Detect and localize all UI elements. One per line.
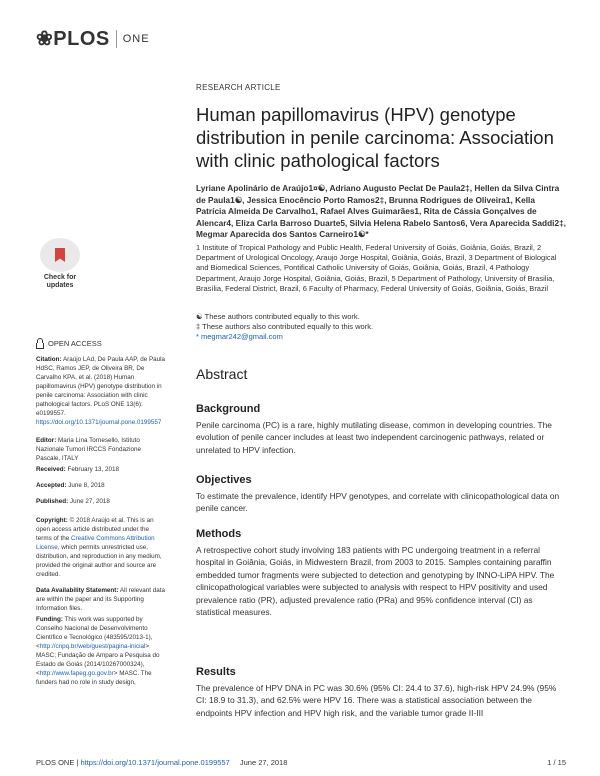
published-block: [36, 497, 166, 506]
check-for-updates-badge[interactable]: [36, 238, 84, 298]
contribution-notes: [196, 312, 566, 343]
badge-line-1: Check for: [43, 274, 77, 281]
editor-text: Maria Lina Tornesello, Istituto Nazionale Tumori IRCCS Fondazione Pascale, ITALY: [36, 437, 141, 462]
open-access-text: OPEN ACCESS: [48, 339, 102, 348]
editor-block: [36, 436, 166, 463]
background-text: Penile carcinoma (PC) is a rare, highly mutilating disease, common in developing countries. The evolution of penile cancer includes at least two independent carcinogenic pathways, related or unrelated to HPV infection.: [196, 420, 552, 455]
cc-license-link[interactable]: Creative Commons Attribution License: [36, 535, 155, 551]
author-list: Lyriane Apolinário de Araújo1¤☯, Adriano Augusto Peclat De Paula2‡, Hellen da Silva Cintra de Paula1☯, Jessica Enocêncio Porto Ramos2‡, Brunna Rodrigues de Oliveira1, Kella Patrícia Almeida De Carvalho1, Rafael Alves Guimarães1, Rita de Cássia Gonçalves de Alencar4, Eliza Carla Barroso Duarte5, Silvia Helena Rabelo Santos6, Vera Aparecida Saddi2‡, Megmar Aparecida dos Santos Carneiro1☯*: [196, 183, 566, 239]
received-label: Received:: [36, 466, 66, 473]
citation-text: Araújo LAd, De Paula AAP, de Paula HdSC, Ramos JEP, de Oliveira BR, De Carvalho KPA, et al. (2018) Human papillomavirus (HPV) genotype distribution in penile carcinoma: Association with clinic pathological factors. PLoS ONE 13(6): e0199557.: [36, 356, 166, 417]
copyright-text-end: , which permits unrestricted use, distribution, and reproduction in any medium, provided the original author and source are credited.: [36, 544, 162, 578]
copyright-label: Copyright:: [36, 517, 68, 524]
open-lock-icon: [36, 343, 44, 349]
accepted-label: Accepted:: [36, 482, 67, 489]
article-type: RESEARCH ARTICLE: [196, 83, 281, 92]
cnpq-link[interactable]: http://cnpq.br/web/guest/pagina-inicial: [39, 643, 146, 650]
corresponding-email-link[interactable]: * megmar242@gmail.com: [196, 332, 283, 342]
plos-logo-mark: ❀PLOS: [36, 28, 110, 50]
accepted-date: June 8, 2018: [66, 482, 105, 489]
logo-divider: [116, 30, 117, 48]
objectives-text: To estimate the prevalence, identify HPV genotypes, and correlate with clinicopathological data on penile cancer.: [196, 491, 560, 514]
abstract-heading: Abstract: [196, 366, 248, 382]
objectives-section: [196, 474, 568, 515]
funding-text-end: > MASC. The funders had no role in study design,: [36, 670, 152, 686]
background-heading: Background: [196, 403, 261, 415]
data-availability-text: All relevant data are within the paper and its Supporting Information files.: [36, 587, 166, 612]
editor-label: Editor:: [36, 437, 57, 444]
badge-line-2: updates: [46, 282, 74, 289]
objectives-heading: Objectives: [196, 474, 252, 486]
journal-name: ONE: [122, 32, 150, 45]
citation-doi-link[interactable]: https://doi.org/10.1371/journal.pone.0199557: [36, 419, 162, 426]
methods-section: [196, 528, 568, 618]
footer-left: [36, 758, 287, 767]
background-section: [196, 403, 568, 456]
data-availability-block: [36, 586, 166, 613]
results-section: [196, 666, 568, 719]
article-title: Human papillomavirus (HPV) genotype distribution in penile carcinoma: Association with clinic pathological factors: [196, 104, 554, 171]
results-heading: Results: [196, 666, 236, 678]
citation-label: Citation:: [36, 356, 62, 363]
accepted-block: [36, 481, 166, 490]
methods-heading: Methods: [196, 528, 242, 540]
plos-one-logo[interactable]: [36, 26, 150, 51]
received-block: [36, 465, 166, 474]
methods-text: A retrospective cohort study involving 183 patients with PC undergoing treatment in a referral hospital in Goiânia, Goiás, in Midwestern Brazil, from 2003 to 2015. Samples containing paraffin embedded tumor fragments were subjected to detection and genotyping by INNO-LiPA HPV. The clinicopathological variables were subjected to analysis with respect to HPV positivity and used prevalence ratio (PR), adjusted prevalence ratio (PRa) and 95% confidence interval (CI) as statistical measures.: [196, 545, 555, 618]
data-availability-label: Data Availability Statement:: [36, 587, 119, 594]
funding-text: This work was supported by Conselho Nacional de Desenvolvimento Científico e Tecnológico (483595/2013-1), <: [36, 616, 153, 650]
page-footer: [36, 758, 566, 767]
received-date: February 13, 2018: [65, 466, 119, 473]
funding-label: Funding:: [36, 616, 63, 623]
results-text: The prevalence of HPV DNA in PC was 30.6% (95% CI: 24.4 to 37.6), high-risk HPV 24.9% (95% CI: 18.9 to 31.3), and 62.5% were HPV 16. There was a statistical association between the endpoints HPV infection and HPV high risk, and the variable tumor grade II-III: [196, 683, 557, 718]
citation-block: [36, 355, 166, 427]
footer-doi-link[interactable]: https://doi.org/10.1371/journal.pone.0199557: [80, 758, 230, 767]
copyright-block: [36, 516, 166, 579]
page-number: 1 / 15: [547, 758, 566, 767]
funding-block: [36, 615, 166, 687]
also-contribution-note: ‡ These authors also contributed equally to this work.: [196, 322, 374, 332]
fapeg-link[interactable]: http://www.fapeg.go.gov.br: [39, 670, 114, 677]
footer-journal: PLOS ONE |: [36, 758, 81, 767]
published-date: June 27, 2018: [68, 498, 110, 505]
bookmark-icon: [55, 248, 65, 262]
open-access-label: [36, 339, 102, 348]
published-label: Published:: [36, 498, 69, 505]
affiliations: 1 Institute of Tropical Pathology and Public Health, Federal University of Goiás, Goiânia, Goiás, Brazil, 2 Department of Urological Oncology, Araujo Jorge Hospital, Goiânia, Goiás, Brazil, 3 Department of Biological and Biomedical Sciences, Pontifical Catholic University of Goiás, Goiânia, Goiás, Brazil, 4 Pathology Department, Araujo Jorge Hospital, Goiânia, Goiás, Brazil, 5 Department of Pathology, University of Brasilia, Brasília, Federal District, Brazil, 6 Faculty of Pharmacy, Federal University of Goiás, Goiânia, Goiás, Brazil: [196, 243, 557, 293]
copyright-text: © 2018 Araújo et al. This is an open access article distributed under the terms of the: [36, 517, 154, 542]
footer-date: June 27, 2018: [239, 758, 288, 767]
equal-contribution-note: ☯ These authors contributed equally to this work.: [196, 312, 360, 321]
funding-text-mid: > MASC; Fundação de Amparo a Pesquisa do Estado de Goiás (2014/10267000324), <: [36, 643, 160, 677]
bookmark-icon-circle: [40, 238, 80, 272]
